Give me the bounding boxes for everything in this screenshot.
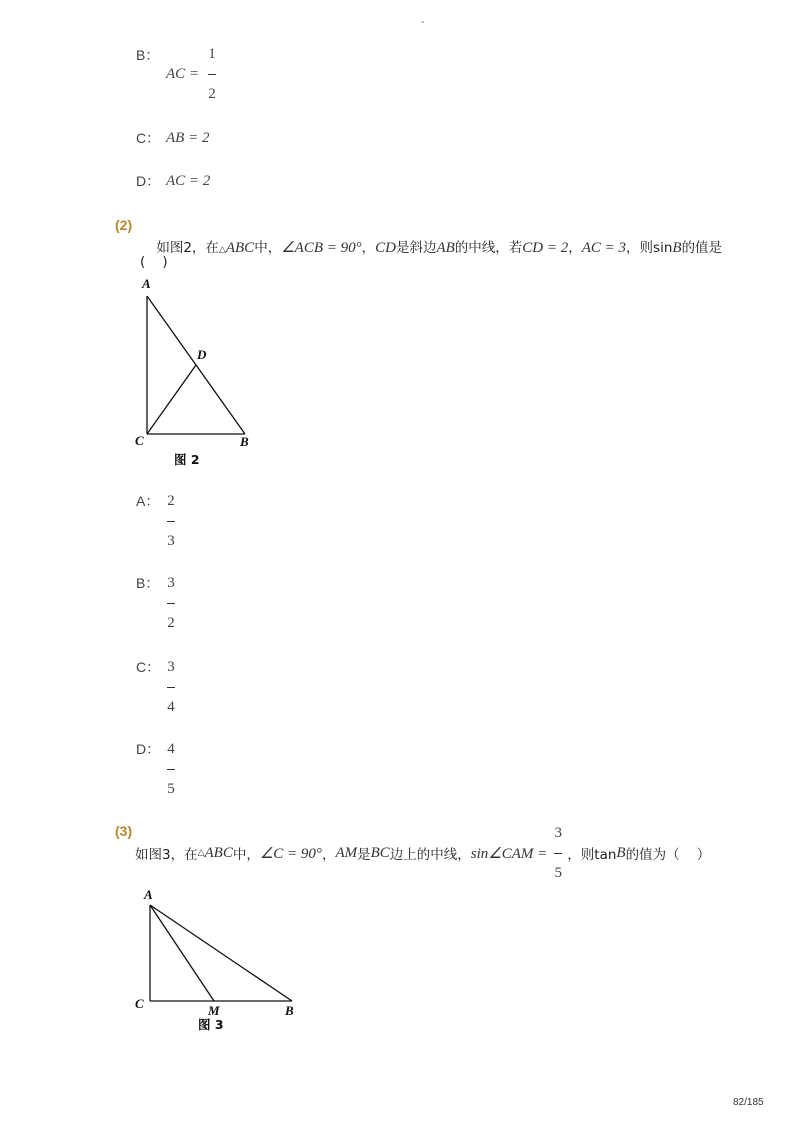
- stem-text: 如图3，在: [135, 847, 198, 863]
- stem-text: 是: [357, 847, 371, 863]
- stem-text: ，: [568, 240, 582, 256]
- fraction-bar: [554, 843, 562, 863]
- segment-ab: [150, 905, 292, 1001]
- fraction-denominator: 2: [208, 86, 216, 102]
- point-label-c: C: [135, 433, 144, 448]
- q2-option-d-fraction: [165, 739, 177, 799]
- stem-math: AB: [436, 240, 455, 256]
- page-number: 82/185: [733, 1097, 764, 1108]
- q2-option-a-fraction: [165, 491, 177, 551]
- stem-math: BC: [370, 844, 390, 861]
- fraction-denominator: 3: [167, 533, 175, 549]
- prev-option-b-label: B：: [136, 47, 160, 63]
- stem-text: ，则tan: [567, 847, 617, 863]
- stem-math: B: [616, 844, 626, 861]
- stem-math: B: [672, 240, 682, 256]
- question-2-number: (2): [115, 217, 133, 233]
- triangle-symbol: △: [197, 848, 205, 858]
- stem-text: 的中线，若: [454, 240, 523, 256]
- fraction-denominator: 5: [554, 865, 563, 881]
- stem-math: CD: [375, 240, 396, 256]
- formula-lhs: AC =: [166, 65, 200, 82]
- question-3-number: (3): [115, 823, 133, 839]
- point-label-a: A: [144, 887, 153, 902]
- fraction-line: [167, 769, 175, 770]
- fraction-denominator: 2: [167, 615, 175, 631]
- fraction-numerator: 3: [167, 575, 175, 591]
- fraction-bar: [167, 593, 175, 613]
- stem-math: ∠ACB = 90°: [281, 240, 362, 256]
- stem-math: CD = 2: [522, 240, 569, 256]
- fraction-line: [554, 853, 562, 854]
- fraction-denominator: 4: [167, 699, 175, 715]
- fraction-line: [208, 74, 216, 75]
- fraction-bar: [167, 677, 175, 697]
- stem-text: ，: [361, 240, 376, 256]
- fraction-numerator: 1: [208, 46, 216, 62]
- point-label-b: B: [240, 434, 249, 449]
- stem-text: ，: [321, 847, 336, 863]
- point-label-d: D: [197, 347, 207, 362]
- fraction-bar: [208, 64, 216, 84]
- point-label-m: M: [208, 1003, 220, 1018]
- q2-option-d-label: D：: [136, 741, 161, 757]
- fraction-numerator: 4: [167, 741, 175, 757]
- q2-option-b-label: B：: [136, 575, 160, 591]
- question-2-answer-blank: ( ): [140, 254, 168, 270]
- fraction: [206, 44, 218, 104]
- top-mark: -: [421, 17, 425, 28]
- fraction-bar: [167, 511, 175, 531]
- stem-math: ABC: [204, 844, 233, 861]
- figure-3-triangle: [125, 885, 305, 1020]
- prev-option-d-formula: AC = 2: [166, 173, 211, 189]
- stem-text: 中，: [232, 847, 260, 863]
- fraction-denominator: 5: [167, 781, 175, 797]
- triangle-symbol: △: [218, 245, 226, 255]
- question-3-stem: [135, 823, 710, 883]
- prev-option-b-formula: [166, 44, 218, 104]
- prev-option-d-label: D：: [136, 173, 161, 189]
- stem-math: AC = 3: [581, 240, 627, 256]
- point-label-b: B: [285, 1003, 294, 1018]
- fraction-numerator: 3: [167, 659, 175, 675]
- fraction-line: [167, 521, 175, 522]
- question-2-stem: [136, 220, 722, 277]
- fraction-line: [167, 687, 175, 688]
- fraction-line: [167, 603, 175, 604]
- stem-text: 边上的中线，: [389, 847, 471, 863]
- stem-text: 的值是: [681, 240, 723, 256]
- stem-text: ，则sin: [626, 240, 673, 256]
- fraction-bar: [167, 759, 175, 779]
- segment-am: [150, 905, 214, 1001]
- segment-cd: [147, 365, 196, 434]
- stem-text: 中，: [254, 240, 282, 256]
- figure-3-caption: 图 3: [198, 1017, 224, 1032]
- stem-fraction: [552, 823, 564, 883]
- stem-math: ABC: [225, 240, 255, 256]
- q2-option-c-fraction: [165, 657, 177, 717]
- point-label-a: A: [142, 276, 151, 291]
- figure-2-triangle: [125, 275, 265, 455]
- stem-text: 如图2，在: [156, 240, 219, 256]
- prev-option-c-label: C：: [136, 130, 161, 146]
- prev-option-c-formula: AB = 2: [166, 130, 210, 146]
- fraction-numerator: 2: [167, 493, 175, 509]
- q2-option-a-label: A：: [136, 493, 160, 509]
- stem-math: ∠C = 90°: [259, 845, 322, 862]
- figure-2-caption: 图 2: [174, 452, 200, 467]
- stem-math: sin∠CAM =: [470, 845, 548, 862]
- stem-text: 的值为（ ）: [625, 847, 711, 863]
- fraction-numerator: 3: [554, 825, 563, 841]
- q2-option-c-label: C：: [136, 659, 161, 675]
- stem-text: 是斜边: [395, 240, 437, 256]
- point-label-c: C: [135, 996, 144, 1011]
- stem-math: AM: [335, 844, 358, 861]
- q2-option-b-fraction: [165, 573, 177, 633]
